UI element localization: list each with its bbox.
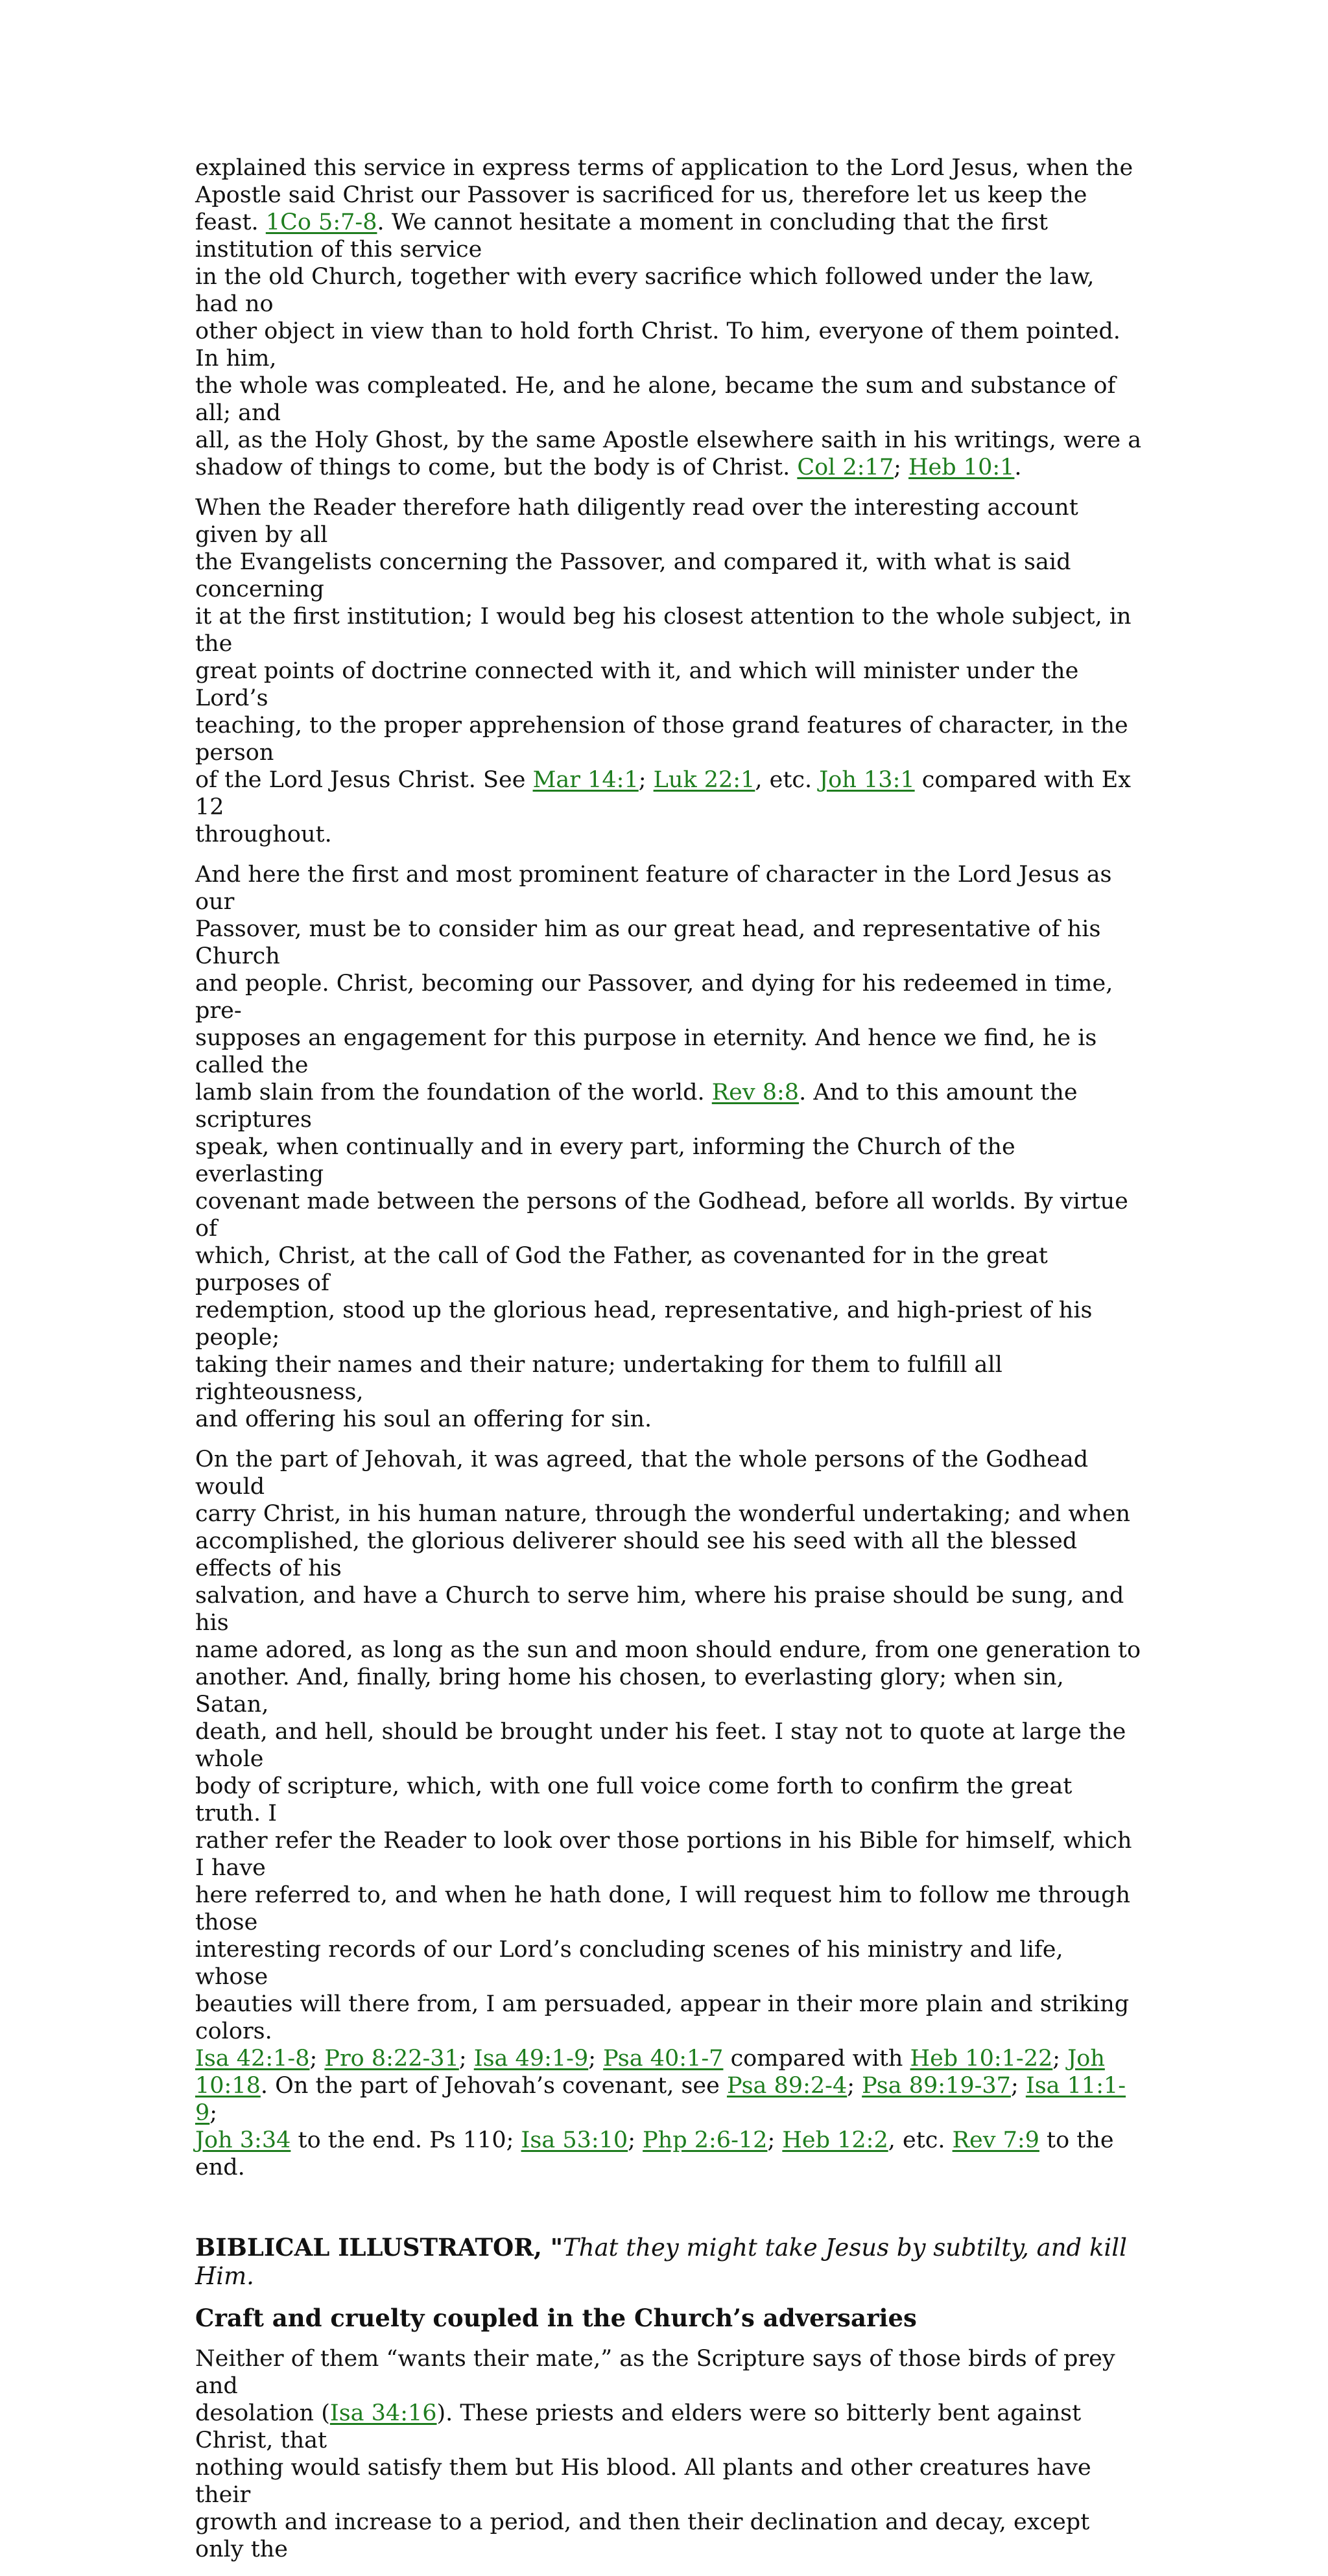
illustrator-heading bbox=[195, 2233, 1142, 2291]
paragraph-passover-institution bbox=[195, 154, 1142, 481]
text-run: compared with bbox=[723, 2046, 910, 2072]
text-run: ; bbox=[628, 2127, 643, 2153]
paragraph-jehovah-agreement bbox=[195, 1446, 1142, 2181]
illustrator-quote: That they might take Jesus by subtilty, and kill Him. bbox=[195, 2234, 1127, 2290]
scripture-reference-link[interactable]: Heb 10:1-22 bbox=[910, 2046, 1053, 2072]
text-run: to the end. bbox=[195, 2127, 1114, 2180]
scripture-reference-link[interactable]: 1Co 5:7-8 bbox=[265, 209, 377, 235]
text-run: ; bbox=[767, 2127, 783, 2153]
text-run: . And to this amount the scriptures speak, when continually and in every part, informing the Church of the everlasting covenant made between the persons of the Godhead, before all worlds. By virtue of which, Christ, at the call of God the Father, as covenanted for in the great purposes of redemption, stood up the glorious head, representative, and high-priest of his people; taking their names and their nature; undertaking for them to fulfill all righteousness, and offering his soul an offering for sin. bbox=[195, 1080, 1128, 1432]
scripture-reference-link[interactable]: Isa 34:16 bbox=[329, 2400, 437, 2426]
text-run: . On the part of Jehovah’s covenant, see bbox=[260, 2073, 727, 2099]
scripture-reference-link[interactable]: Joh 3:34 bbox=[195, 2127, 291, 2153]
text-run: . We cannot hesitate a moment in concluding that the first institution of this service in the old Church, together with every sacrifice which followed under the law, had no other object in view than to hold forth Christ. To him, everyone of them pointed. In him, the whole was compleated. He, and he alone, became the sum and substance of all; and all, as the Holy Ghost, by the same Apostle elsewhere saith in his writings, were a shadow of things to come, but the body is of Christ. bbox=[195, 209, 1142, 480]
paragraph-reader-attention bbox=[195, 494, 1142, 848]
text-run: ; bbox=[1010, 2073, 1026, 2099]
text-run: ; bbox=[894, 455, 909, 480]
scripture-reference-link[interactable]: Php 2:6-12 bbox=[643, 2127, 768, 2153]
text-run: ; bbox=[588, 2046, 604, 2072]
document-page bbox=[195, 154, 1142, 2576]
text-run: ; bbox=[638, 767, 654, 793]
section-subheading: Craft and cruelty coupled in the Church’s adversaries bbox=[195, 2304, 917, 2332]
scripture-reference-link[interactable]: Psa 89:19-37 bbox=[862, 2073, 1011, 2099]
text-run: to the end. Ps 110; bbox=[290, 2127, 521, 2153]
scripture-reference-link[interactable]: Heb 12:2 bbox=[782, 2127, 888, 2153]
scripture-reference-link[interactable]: Psa 40:1-7 bbox=[603, 2046, 724, 2072]
paragraph-craft-cruelty bbox=[195, 2345, 1142, 2563]
section-spacer bbox=[195, 2194, 1142, 2233]
text-run: ; bbox=[1052, 2046, 1068, 2072]
scripture-reference-link[interactable]: Isa 11:1-9 bbox=[195, 2073, 1126, 2126]
text-run: Neither of them “wants their mate,” as the Scripture says of those birds of prey and desolation ( bbox=[195, 2346, 1115, 2426]
scripture-reference-link[interactable]: Isa 42:1-8 bbox=[195, 2046, 310, 2072]
text-run: On the part of Jehovah, it was agreed, that the whole persons of the Godhead would carry Christ, in his human nature, through the wonderful undertaking; and when accomplished, the glorious deliverer should see his seed with all the blessed effects of his salvation, and have a Church to serve him, where his praise should be sung, and his name adored, as long as the sun and moon should endure, from one generation to another. And, finally, bring home his chosen, to everlasting glory; when sin, Satan, death, and hell, should be brought under his feet. I stay not to quote at large the whole body of scripture, which, with one full voice come forth to confirm the great truth. I rather refer the Reader to look over those portions in his Bible for himself, which I have here referred to, and when he hath done, I will request him to follow me through those interesting records of our Lord’s concluding scenes of his ministry and life, whose beauties will there from, I am persuaded, appear in their more plain and striking colors. bbox=[195, 1447, 1141, 2044]
text-run: , etc. bbox=[888, 2127, 953, 2153]
text-run: ; bbox=[847, 2073, 862, 2099]
text-run: ). These priests and elders were so bitterly bent against Christ, that nothing would satisfy them but His blood. All plants and other creatures have their growth and increase to a period, and then their declination and decay, except only the bbox=[195, 2400, 1091, 2562]
scripture-reference-link[interactable]: Col 2:17 bbox=[797, 455, 894, 480]
illustrator-label: BIBLICAL ILLUSTRATOR, " bbox=[195, 2233, 563, 2262]
text-run: And here the first and most prominent feature of character in the Lord Jesus as our Passover, must be to consider him as our great head, and representative of his Church and people. Christ, becoming our Passover, and dying for his redeemed in time, pre- supposes an engagement for this purpose in eternity. And hence we find, he is called the lamb slain from the foundation of the world. bbox=[195, 862, 1113, 1105]
paragraph-prominent-feature bbox=[195, 861, 1142, 1433]
scripture-reference-link[interactable]: Heb 10:1 bbox=[908, 455, 1015, 480]
text-run: ; bbox=[209, 2100, 218, 2126]
scripture-reference-link[interactable]: Psa 89:2-4 bbox=[726, 2073, 848, 2099]
scripture-reference-link[interactable]: Isa 53:10 bbox=[521, 2127, 628, 2153]
text-run: ; bbox=[458, 2046, 474, 2072]
text-run: explained this service in express terms of application to the Lord Jesus, when the Apostle said Christ our Passover is sacrificed for us, therefore let us keep the feast. bbox=[195, 155, 1133, 235]
text-run: compared with Ex 12 throughout. bbox=[195, 767, 1132, 847]
scripture-reference-link[interactable]: Rev 7:9 bbox=[952, 2127, 1039, 2153]
text-run: . bbox=[1014, 455, 1022, 480]
scripture-reference-link[interactable]: Isa 49:1-9 bbox=[473, 2046, 589, 2072]
scripture-reference-link[interactable]: Luk 22:1 bbox=[653, 767, 755, 793]
text-run: ; bbox=[309, 2046, 325, 2072]
scripture-reference-link[interactable]: Mar 14:1 bbox=[532, 767, 639, 793]
scripture-reference-link[interactable]: Rev 8:8 bbox=[711, 1080, 800, 1105]
text-run: , etc. bbox=[755, 767, 820, 793]
scripture-reference-link[interactable]: Pro 8:22-31 bbox=[324, 2046, 459, 2072]
text-run: When the Reader therefore hath diligently read over the interesting account given by all the Evangelists concerning the Passover, and compared it, with what is said concerning it at the first institution; I would beg his closest attention to the whole subject, in the great points of doctrine connected with it, and which will minister under the Lord’s teaching, to the proper apprehension of those grand features of character, in the person of the Lord Jesus Christ. See bbox=[195, 495, 1132, 793]
scripture-reference-link[interactable]: Joh 13:1 bbox=[819, 767, 915, 793]
scripture-reference-link[interactable]: Joh 10:18 bbox=[195, 2046, 1105, 2099]
